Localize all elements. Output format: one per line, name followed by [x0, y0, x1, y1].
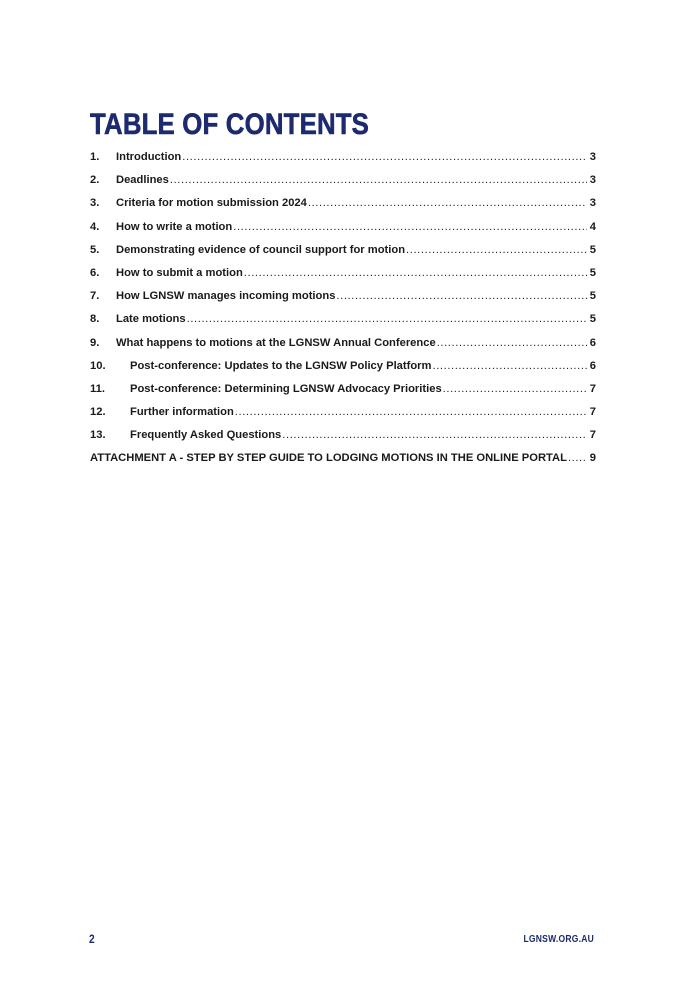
toc-entry-label: Demonstrating evidence of council support for motion [116, 243, 406, 256]
toc-dot-leader [170, 174, 587, 186]
toc-dot-leader [432, 360, 586, 372]
toc-entry-label: Deadlines [116, 174, 169, 187]
toc-entry-number: 2. [90, 174, 100, 187]
toc-entry-page: 9 [589, 452, 596, 465]
toc-dot-leader [308, 197, 587, 209]
toc-dot-leader [437, 337, 587, 349]
toc-entry-label: What happens to motions at the LGNSW Annual Conference [116, 336, 436, 349]
toc-dot-leader [568, 452, 587, 464]
toc-entry-page: 5 [589, 243, 596, 256]
toc-entry-label: Introduction [116, 151, 182, 163]
toc-entry-page: 6 [589, 336, 596, 349]
table-of-contents [90, 151, 596, 476]
toc-entry-number: 11. [90, 382, 105, 395]
toc-entry-page: 3 [589, 197, 596, 210]
toc-entry-page: 7 [589, 382, 596, 395]
toc-entry-number: 10. [90, 359, 106, 372]
toc-entry-page: 5 [589, 266, 596, 279]
toc-dot-leader [244, 267, 587, 279]
toc-entry-how-to-submit[interactable] [90, 267, 596, 290]
toc-dot-leader [182, 151, 587, 163]
toc-entry-further-information[interactable] [90, 406, 596, 429]
toc-entry-page: 4 [589, 220, 596, 233]
toc-entry-label: Further information [130, 406, 234, 419]
page-title: TABLE OF CONTENTS [90, 108, 370, 141]
toc-entry-evidence-support[interactable] [90, 244, 596, 267]
toc-entry-label: Post-conference: Updates to the LGNSW Policy Platform [130, 359, 432, 372]
toc-dot-leader [187, 313, 587, 325]
footer-website-link[interactable]: LGNSW.ORG.AU [523, 934, 594, 945]
toc-entry-how-to-write[interactable] [90, 221, 596, 244]
toc-entry-number: 4. [90, 220, 100, 233]
toc-entry-manages-motions[interactable] [90, 290, 596, 313]
toc-entry-number: 8. [90, 313, 100, 326]
toc-entry-label: How LGNSW manages incoming motions [116, 290, 336, 303]
toc-entry-faq[interactable] [90, 429, 596, 452]
toc-entry-label: How to submit a motion [116, 266, 243, 279]
toc-entry-label: ATTACHMENT A - STEP BY STEP GUIDE TO LODGING MOTIONS IN THE ONLINE PORTAL [90, 452, 567, 465]
toc-entry-number: 6. [90, 266, 100, 279]
toc-entry-advocacy-priorities[interactable] [90, 383, 596, 406]
toc-entry-introduction[interactable] [90, 151, 596, 174]
toc-entry-attachment-a[interactable] [90, 452, 596, 475]
toc-entry-policy-platform[interactable] [90, 360, 596, 383]
toc-entry-number: 3. [90, 197, 100, 210]
footer-page-number: 2 [89, 932, 95, 946]
toc-entry-annual-conference[interactable] [90, 337, 596, 360]
toc-dot-leader [336, 290, 586, 302]
toc-entry-page: 7 [589, 429, 596, 442]
toc-entry-page: 3 [589, 151, 596, 163]
toc-entry-page: 3 [589, 174, 596, 187]
toc-entry-number: 5. [90, 243, 100, 256]
toc-entry-label: Frequently Asked Questions [130, 429, 282, 442]
toc-dot-leader [443, 383, 587, 395]
toc-dot-leader [235, 406, 587, 418]
toc-dot-leader [406, 244, 587, 256]
toc-entry-page: 5 [589, 290, 596, 303]
toc-entry-number: 12. [90, 406, 106, 419]
toc-dot-leader [233, 221, 587, 233]
toc-dot-leader [282, 429, 586, 441]
toc-entry-late-motions[interactable] [90, 313, 596, 336]
toc-entry-label: How to write a motion [116, 220, 233, 233]
toc-entry-number: 9. [90, 336, 100, 349]
toc-entry-deadlines[interactable] [90, 174, 596, 197]
toc-entry-label: Post-conference: Determining LGNSW Advocacy Priorities [130, 382, 442, 395]
toc-entry-number: 13. [90, 429, 106, 442]
toc-entry-label: Late motions [116, 313, 186, 326]
toc-entry-page: 5 [589, 313, 596, 326]
toc-entry-label: Criteria for motion submission 2024 [116, 197, 307, 210]
toc-entry-criteria[interactable] [90, 197, 596, 220]
toc-entry-number: 1. [90, 151, 100, 163]
toc-entry-number: 7. [90, 290, 100, 303]
toc-entry-page: 7 [589, 406, 596, 419]
toc-entry-page: 6 [589, 359, 596, 372]
